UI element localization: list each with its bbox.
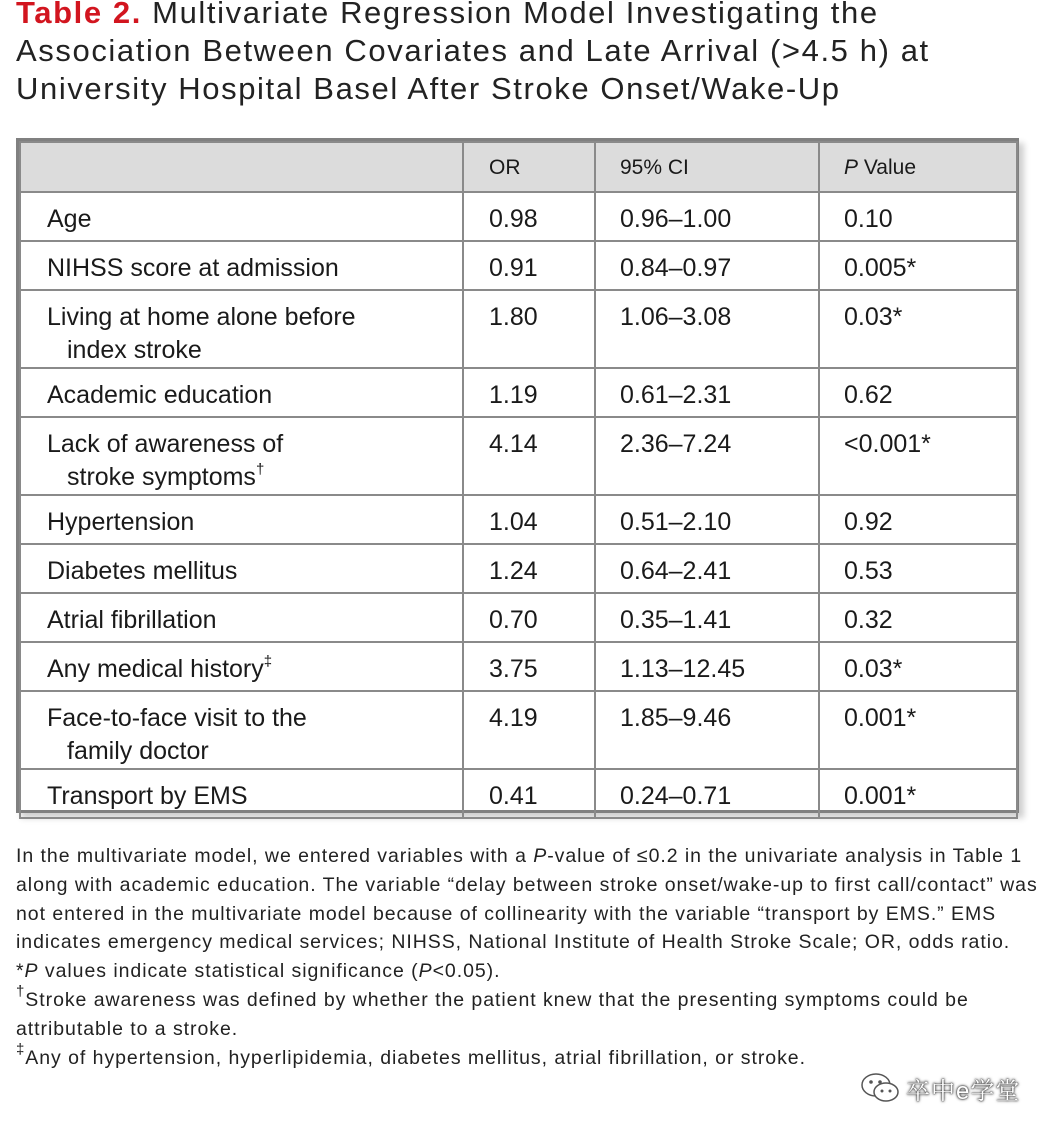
header-p-value: P Value	[819, 142, 1017, 192]
p-cell: 0.03*	[819, 642, 1017, 691]
table-row	[20, 593, 1017, 642]
regression-table	[19, 141, 1018, 819]
covariate-cell: Diabetes mellitus	[20, 544, 463, 593]
ci-cell: 0.24–0.71	[595, 769, 819, 818]
footnote-dagger: †Stroke awareness was defined by whether the patient knew that the presenting symptoms could be attributable to a stroke.	[16, 983, 969, 1040]
or-cell: 0.41	[463, 769, 595, 818]
p-cell: 0.92	[819, 495, 1017, 544]
p-cell: <0.001*	[819, 417, 1017, 495]
footnote-double-dagger: ‡Any of hypertension, hyperlipidemia, diabetes mellitus, atrial fibrillation, or stroke.	[16, 1041, 806, 1069]
covariate-cell: Age	[20, 192, 463, 241]
watermark-text: 卒中e学堂	[906, 1077, 1021, 1105]
ci-cell: 1.06–3.08	[595, 290, 819, 368]
p-cell: 0.03*	[819, 290, 1017, 368]
table-row	[20, 368, 1017, 417]
p-cell: 0.53	[819, 544, 1017, 593]
covariate-cell: Any medical history‡	[20, 642, 463, 691]
ci-cell: 0.96–1.00	[595, 192, 819, 241]
ci-cell: 1.13–12.45	[595, 642, 819, 691]
or-cell: 0.91	[463, 241, 595, 290]
covariate-cell: Hypertension	[20, 495, 463, 544]
p-cell: 0.005*	[819, 241, 1017, 290]
ci-cell: 0.35–1.41	[595, 593, 819, 642]
wechat-icon	[860, 1071, 900, 1105]
or-cell: 1.24	[463, 544, 595, 593]
header-row	[20, 142, 1017, 192]
p-cell: 0.62	[819, 368, 1017, 417]
table-row	[20, 241, 1017, 290]
table-label: Table 2.	[16, 0, 142, 30]
p-cell: 0.001*	[819, 691, 1017, 769]
table-row	[20, 691, 1017, 769]
or-cell: 1.80	[463, 290, 595, 368]
table-footnotes	[16, 842, 1046, 1072]
ci-cell: 2.36–7.24	[595, 417, 819, 495]
covariate-cell: Living at home alone before index stroke	[20, 290, 463, 368]
or-cell: 1.19	[463, 368, 595, 417]
regression-table-frame	[16, 138, 1019, 813]
table-title	[16, 0, 1056, 108]
or-cell: 0.70	[463, 593, 595, 642]
ci-cell: 0.61–2.31	[595, 368, 819, 417]
footnote-main: In the multivariate model, we entered variables with a P-value of ≤0.2 in the univariate analysis in Table 1 along with academic education. The variable “delay between stroke onset/wake-up to first call/contact” was not entered in the multivariate model because of collinearity with the variable “transport by EMS.” EMS indicates emergency medical services; NIHSS, National Institute of Health Stroke Scale; OR, odds ratio.	[16, 845, 1038, 954]
p-cell: 0.32	[819, 593, 1017, 642]
header-or: OR	[463, 142, 595, 192]
p-cell: 0.001*	[819, 769, 1017, 818]
table-row	[20, 642, 1017, 691]
or-cell: 3.75	[463, 642, 595, 691]
dagger-footnote-mark: †	[255, 460, 265, 478]
covariate-cell: Transport by EMS	[20, 769, 463, 818]
ci-cell: 0.51–2.10	[595, 495, 819, 544]
watermark	[860, 1068, 1020, 1108]
or-cell: 0.98	[463, 192, 595, 241]
table-row	[20, 417, 1017, 495]
table-caption: Multivariate Regression Model Investigating the Association Between Covariates and Late Arrival (>4.5 h) at University Hospital Basel After Stroke Onset/Wake-Up	[16, 0, 930, 106]
ci-cell: 1.85–9.46	[595, 691, 819, 769]
or-cell: 4.14	[463, 417, 595, 495]
footnote-significance: *P values indicate statistical significance (P<0.05).	[16, 960, 501, 983]
table-row	[20, 544, 1017, 593]
header-covariate	[20, 142, 463, 192]
covariate-cell: Lack of awareness of stroke symptoms†	[20, 417, 463, 495]
covariate-cell: Atrial fibrillation	[20, 593, 463, 642]
or-cell: 4.19	[463, 691, 595, 769]
covariate-cell: NIHSS score at admission	[20, 241, 463, 290]
p-cell: 0.10	[819, 192, 1017, 241]
ci-cell: 0.84–0.97	[595, 241, 819, 290]
table-row	[20, 290, 1017, 368]
or-cell: 1.04	[463, 495, 595, 544]
covariate-cell: Face-to-face visit to the family doctor	[20, 691, 463, 769]
table-row	[20, 495, 1017, 544]
table-row	[20, 769, 1017, 818]
table-row	[20, 192, 1017, 241]
header-ci: 95% CI	[595, 142, 819, 192]
double-dagger-footnote-mark: ‡	[263, 652, 273, 670]
covariate-cell: Academic education	[20, 368, 463, 417]
ci-cell: 0.64–2.41	[595, 544, 819, 593]
